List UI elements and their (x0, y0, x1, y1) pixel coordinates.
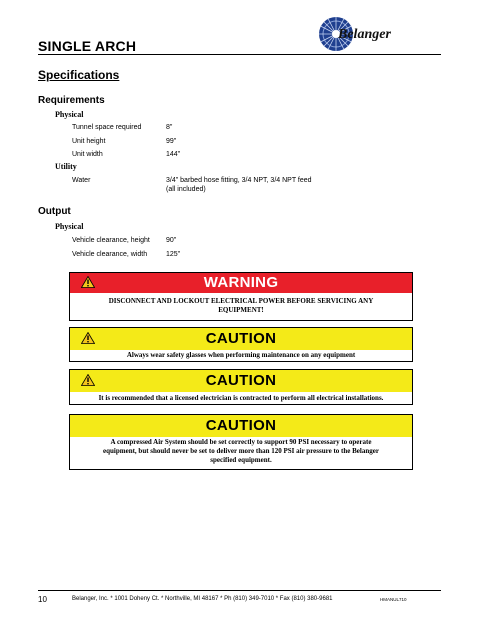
notice-text-line: Always wear safety glasses when performing maintenance on any equipment (126, 351, 356, 359)
document-code: HMANUL710 (380, 597, 407, 602)
physical-subheading: Physical (55, 222, 84, 231)
spec-label: Unit height (72, 138, 106, 145)
notice-text-line: specified equipment. (210, 456, 272, 464)
caution-banner (70, 370, 412, 392)
caution-banner (70, 328, 412, 350)
spec-label: Tunnel space required (72, 124, 142, 131)
spec-label: Vehicle clearance, height (72, 237, 150, 244)
warning-title: WARNING (203, 274, 279, 291)
requirements-heading: Requirements (38, 95, 105, 106)
company-info: Belanger, Inc. * 1001 Doheny Ct. * Northville, MI 48167 * Ph (810) 349-7010 * Fax (810) 380-9681 (72, 596, 333, 602)
spec-value: 3/4" barbed hose fitting, 3/4 NPT, 3/4 NPT feed (166, 177, 312, 184)
notice-text-line: A compressed Air System should be set correctly to support 90 PSI necessary to operate (110, 438, 372, 446)
footer-divider (38, 590, 441, 591)
caution-title: CAUTION (205, 372, 277, 389)
notice-text-line: It is recommended that a licensed electrician is contracted to perform all electrical installations. (98, 394, 384, 402)
warning-notice (69, 272, 413, 321)
caution-banner (70, 415, 412, 437)
warning-banner (70, 273, 412, 293)
notice-text-line: DISCONNECT AND LOCKOUT ELECTRICAL POWER BEFORE SERVICING ANY (108, 297, 374, 305)
caution-title: CAUTION (205, 330, 277, 347)
spec-value: 125" (166, 251, 181, 258)
spec-value-note: (all included) (166, 186, 206, 193)
spec-value: 90" (166, 237, 177, 244)
physical-subheading: Physical (55, 110, 84, 119)
spec-label: Vehicle clearance, width (72, 251, 148, 258)
spec-value: 8" (166, 124, 173, 131)
output-heading: Output (38, 206, 71, 217)
spec-value: 99" (166, 138, 177, 145)
notice-text-line: EQUIPMENT! (218, 306, 264, 314)
caution-notice (69, 369, 413, 405)
caution-notice (69, 327, 413, 362)
svg-text:Belanger: Belanger (338, 27, 391, 42)
caution-title: CAUTION (205, 417, 277, 434)
section-heading: Specifications (38, 68, 120, 82)
caution-notice (69, 414, 413, 470)
page-title: SINGLE ARCH (38, 38, 137, 54)
notice-text-line: equipment, but should never be set to deliver more than 120 PSI air pressure to the Belanger (103, 447, 379, 455)
utility-subheading: Utility (55, 162, 77, 171)
title-divider (38, 54, 441, 55)
spec-label: Unit width (72, 151, 103, 158)
belanger-logo (316, 14, 396, 54)
spec-label: Water (72, 177, 91, 184)
spec-value: 144" (166, 151, 181, 158)
page-number: 10 (38, 595, 47, 604)
